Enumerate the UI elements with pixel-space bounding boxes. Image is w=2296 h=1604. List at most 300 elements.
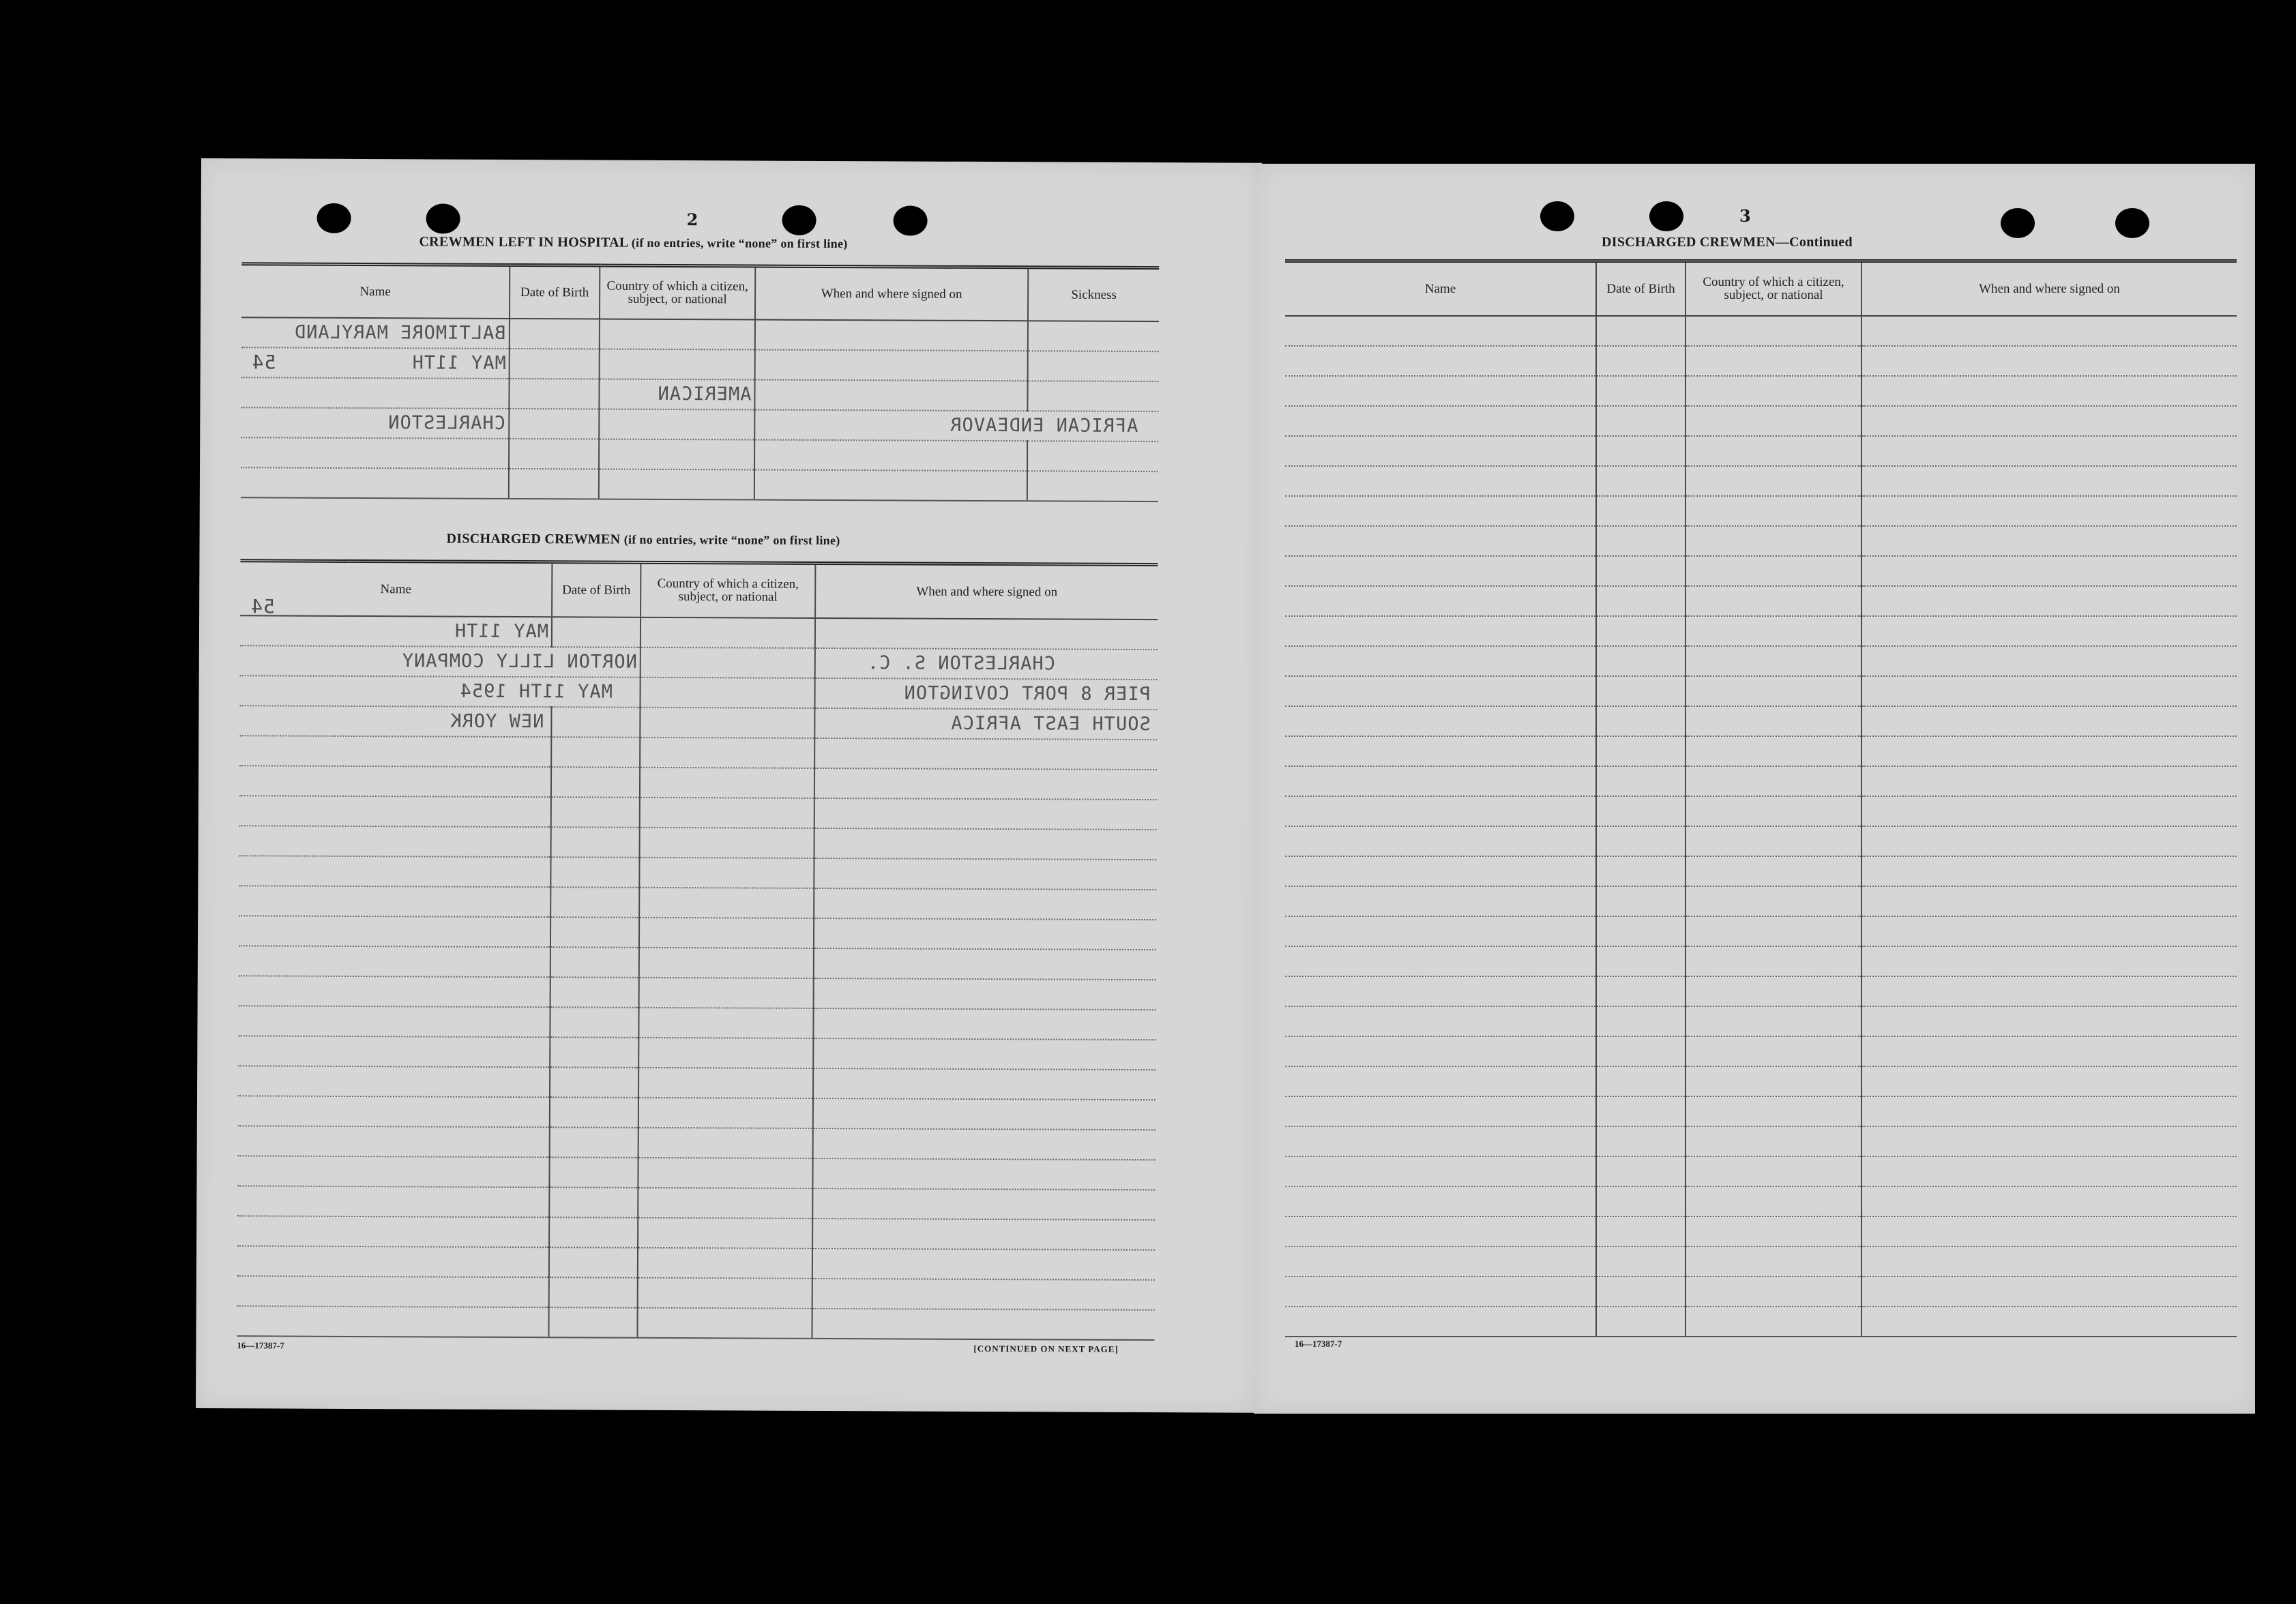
country-cell <box>1686 886 1861 916</box>
table-row <box>237 1306 1154 1340</box>
sickness-cell <box>1028 321 1159 351</box>
discharged-continued-table <box>1285 259 2237 1337</box>
signed-on-cell <box>1861 946 2237 976</box>
name-cell <box>239 735 551 767</box>
country-cell <box>639 977 814 1008</box>
table-row <box>1285 796 2237 826</box>
signed-on-cell <box>754 469 1027 501</box>
dob-cell <box>1596 916 1686 946</box>
signed-on-cell <box>1861 376 2237 406</box>
table-row <box>241 347 1159 381</box>
column-header-country: Country of which a citizen, subject, or national <box>600 265 755 319</box>
dob-cell <box>550 1007 638 1038</box>
name-cell <box>237 1156 549 1187</box>
signed-on-cell <box>814 948 1156 979</box>
signed-on-cell <box>755 349 1028 381</box>
name-cell <box>1285 1096 1596 1126</box>
dob-cell <box>509 378 599 409</box>
table-row <box>237 1186 1155 1220</box>
name-cell <box>1285 1006 1596 1036</box>
table-row <box>1285 766 2237 796</box>
dob-cell <box>1596 886 1686 916</box>
table-row <box>241 317 1159 351</box>
name-cell <box>237 1306 548 1337</box>
signed-on-cell <box>1861 886 2237 916</box>
column-header-dob: Date of Birth <box>552 562 641 617</box>
table-row <box>1285 346 2237 376</box>
table-row <box>1285 1156 2237 1186</box>
country-cell <box>1686 766 1861 796</box>
country-cell <box>1686 916 1861 946</box>
country-cell <box>1686 586 1861 616</box>
country-cell <box>1686 1006 1861 1036</box>
dob-cell <box>549 1247 638 1278</box>
country-cell <box>1686 1156 1861 1186</box>
name-cell <box>1285 796 1596 826</box>
dob-cell <box>549 1157 638 1188</box>
country-cell <box>1686 706 1861 736</box>
signed-on-cell <box>812 1308 1154 1339</box>
signed-on-cell <box>814 978 1156 1009</box>
hospital-title-note: (if no entries, write “none” on first line) <box>631 235 848 251</box>
name-cell <box>1285 376 1596 406</box>
table-row <box>1285 526 2237 556</box>
table-row <box>239 856 1156 890</box>
table-row <box>1285 1036 2237 1066</box>
name-cell <box>1285 946 1596 976</box>
country-cell <box>640 767 814 798</box>
country-cell <box>638 1037 813 1068</box>
signed-on-cell <box>814 888 1156 919</box>
signed-on-cell: CHARLESTON S. C. <box>815 647 1158 679</box>
dob-cell <box>549 1277 638 1308</box>
table-row <box>1285 316 2237 346</box>
table-row <box>237 1156 1155 1190</box>
table-row <box>1285 436 2237 466</box>
table-row <box>239 976 1156 1010</box>
signed-on-cell <box>1861 526 2237 556</box>
name-cell <box>239 886 550 917</box>
name-cell <box>1285 1216 1596 1246</box>
dob-cell <box>509 438 599 469</box>
name-cell <box>237 1216 549 1247</box>
country-cell <box>1686 466 1861 496</box>
table-row <box>1285 976 2237 1006</box>
dob-cell <box>1596 946 1686 976</box>
name-cell <box>1285 826 1596 856</box>
country-cell: AMERICAN <box>599 379 754 409</box>
margin-mark: 54 <box>250 595 275 618</box>
name-cell <box>1285 1186 1596 1216</box>
country-cell <box>1686 676 1861 706</box>
table-row <box>239 826 1157 860</box>
country-cell <box>638 1187 812 1218</box>
country-cell <box>640 677 814 708</box>
table-row <box>239 735 1157 770</box>
signed-on-cell <box>1861 316 2237 346</box>
country-cell <box>1686 1096 1861 1126</box>
dob-cell <box>1596 616 1686 646</box>
signed-on-cell <box>1861 1246 2237 1277</box>
name-cell <box>1285 496 1596 526</box>
dob-cell <box>1596 766 1686 796</box>
signed-on-cell: SOUTH EAST AFRICA <box>814 708 1157 739</box>
name-cell <box>238 1036 550 1067</box>
signed-on-cell <box>1861 676 2237 706</box>
table-row <box>238 1096 1156 1130</box>
dob-cell <box>550 947 639 978</box>
table-row <box>239 916 1156 950</box>
column-header-signed-on: When and where signed on <box>1861 261 2237 316</box>
dob-cell <box>1596 346 1686 376</box>
signed-on-cell <box>1861 616 2237 646</box>
table-row <box>1285 1307 2237 1337</box>
name-cell <box>239 826 551 857</box>
signed-on-cell <box>1861 496 2237 526</box>
name-cell <box>1285 556 1596 586</box>
signed-on-cell <box>1861 856 2237 886</box>
dob-cell <box>1596 1036 1686 1066</box>
column-header-dob: Date of Birth <box>1596 261 1686 316</box>
table-row <box>239 705 1157 740</box>
name-cell <box>241 467 509 499</box>
signed-on-cell: AFRICAN ENDEAVOR <box>754 409 1158 441</box>
dob-cell <box>550 1037 638 1068</box>
signed-on-cell <box>812 1278 1155 1309</box>
signed-on-cell <box>813 1128 1156 1159</box>
table-row <box>241 407 1158 441</box>
discharged-continued-title-text: DISCHARGED CREWMEN <box>1602 235 1776 250</box>
signed-on-cell <box>812 1158 1155 1189</box>
country-cell <box>1686 1307 1861 1337</box>
country-cell <box>1686 376 1861 406</box>
signed-on-cell <box>1861 436 2237 466</box>
country-cell <box>1686 1036 1861 1066</box>
country-cell <box>1686 526 1861 556</box>
signed-on-cell <box>1861 646 2237 676</box>
dob-cell <box>551 767 640 798</box>
table-row <box>1285 1126 2237 1156</box>
dob-cell <box>510 348 600 379</box>
signed-on-cell <box>813 1008 1156 1039</box>
country-cell <box>600 319 755 349</box>
column-header-signed-on: When and where signed on <box>755 266 1028 321</box>
country-cell <box>1686 316 1861 346</box>
dob-cell <box>1596 1126 1686 1156</box>
table-row <box>1285 556 2237 586</box>
country-cell <box>640 737 814 768</box>
table-row <box>1285 646 2237 676</box>
dob-cell <box>1596 976 1686 1006</box>
country-cell <box>638 1097 813 1128</box>
dob-cell <box>1596 496 1686 526</box>
name-cell <box>237 1186 549 1217</box>
table-row <box>241 437 1158 471</box>
signed-on-cell <box>1861 1307 2237 1337</box>
country-cell <box>640 707 814 738</box>
dob-cell <box>1596 676 1686 706</box>
column-header-country: Country of which a citizen, subject, or national <box>1686 261 1861 316</box>
table-row <box>1285 856 2237 886</box>
signed-on-cell <box>1861 346 2237 376</box>
column-header-name: Name <box>1285 261 1596 316</box>
signed-on-cell <box>812 1188 1155 1219</box>
country-cell <box>638 1127 813 1158</box>
dob-cell <box>549 1187 638 1218</box>
signed-on-cell <box>1861 796 2237 826</box>
country-cell <box>599 409 754 439</box>
dob-cell <box>1596 736 1686 766</box>
name-cell <box>1285 436 1596 466</box>
signed-on-cell <box>754 379 1027 411</box>
country-cell <box>638 1157 812 1188</box>
form-code: 16—17387-7 <box>237 1340 284 1351</box>
discharged-section-title <box>447 531 840 549</box>
country-cell <box>1686 1277 1861 1307</box>
punch-hole <box>2115 208 2149 238</box>
country-cell <box>1686 436 1861 466</box>
table-row <box>238 1036 1156 1070</box>
table-row <box>1285 826 2237 856</box>
signed-on-cell <box>1861 466 2237 496</box>
name-cell <box>1285 766 1596 796</box>
table-row <box>239 765 1157 800</box>
table-row <box>241 467 1158 501</box>
name-cell <box>239 796 551 827</box>
name-cell <box>239 765 551 797</box>
signed-on-cell <box>1861 736 2237 766</box>
hospital-section-title <box>419 234 847 252</box>
name-cell <box>238 1126 550 1157</box>
dob-cell <box>509 408 599 439</box>
country-cell <box>638 1247 812 1278</box>
dob-cell <box>1596 1246 1686 1277</box>
name-cell <box>238 1066 550 1097</box>
column-header-country: Country of which a citizen, subject, or national <box>641 562 815 617</box>
table-row <box>238 1006 1156 1040</box>
country-cell <box>638 1277 812 1308</box>
country-cell <box>1686 1216 1861 1246</box>
name-cell <box>1285 886 1596 916</box>
country-cell <box>640 797 814 828</box>
country-cell <box>639 857 814 888</box>
sickness-cell <box>1027 471 1158 501</box>
table-row <box>240 675 1158 710</box>
dob-cell <box>551 737 640 768</box>
country-cell <box>599 439 754 469</box>
table-row <box>238 1126 1156 1160</box>
table-row <box>1285 916 2237 946</box>
country-cell <box>1686 616 1861 646</box>
discharged-title-text: DISCHARGED CREWMEN <box>446 531 621 547</box>
hospital-title-text: CREWMEN LEFT IN HOSPITAL <box>419 234 628 250</box>
discharged-table <box>237 559 1158 1340</box>
name-cell <box>1285 346 1596 376</box>
dob-cell <box>550 857 639 888</box>
table-row <box>239 796 1157 830</box>
country-cell <box>1686 406 1861 436</box>
table-row <box>240 645 1158 680</box>
signed-on-cell <box>1861 1066 2237 1096</box>
country-cell <box>1686 1066 1861 1096</box>
name-cell <box>239 946 550 977</box>
name-cell <box>1285 646 1596 676</box>
table-row <box>1285 886 2237 916</box>
country-cell <box>638 1217 812 1248</box>
signed-on-cell <box>814 858 1156 889</box>
dob-cell <box>551 797 640 828</box>
hospital-table <box>241 262 1159 501</box>
name-cell <box>1285 616 1596 646</box>
dob-cell <box>1596 376 1686 406</box>
name-cell: BALTIMORE MARYLAND <box>241 317 510 349</box>
table-row <box>241 377 1158 411</box>
signed-on-cell <box>755 319 1028 351</box>
country-cell <box>639 887 814 918</box>
signed-on-cell <box>812 1218 1155 1249</box>
dob-cell <box>1596 526 1686 556</box>
name-cell <box>1285 1036 1596 1066</box>
name-cell: MAY 11TH <box>241 347 510 379</box>
name-cell <box>1285 706 1596 736</box>
name-cell: MAY 11TH <box>240 615 552 647</box>
dob-cell <box>550 1067 638 1098</box>
signed-on-cell <box>1861 1126 2237 1156</box>
dob-cell <box>1596 706 1686 736</box>
table-row <box>1285 706 2237 736</box>
table-row <box>237 1216 1155 1250</box>
country-cell <box>640 827 814 858</box>
signed-on-cell <box>813 1098 1156 1129</box>
signed-on-cell: PIER 8 PORT COVINGTON <box>814 677 1157 709</box>
signed-on-cell <box>754 439 1027 471</box>
name-cell <box>1285 916 1596 946</box>
table-row <box>1285 376 2237 406</box>
name-cell <box>1285 466 1596 496</box>
name-cell: MAY 11TH 1954 <box>240 675 641 708</box>
column-header-signed-on: When and where signed on <box>815 563 1158 619</box>
dob-cell <box>550 917 639 948</box>
country-cell <box>639 917 814 948</box>
table-row <box>238 1066 1156 1100</box>
signed-on-cell <box>1861 406 2237 436</box>
dob-cell <box>1596 646 1686 676</box>
signed-on-cell <box>814 828 1157 859</box>
dob-cell <box>550 1097 638 1128</box>
country-cell <box>1686 346 1861 376</box>
signed-on-cell <box>1861 826 2237 856</box>
name-cell <box>239 856 550 887</box>
country-cell <box>600 349 755 379</box>
dob-cell <box>1596 1066 1686 1096</box>
signed-on-cell <box>1861 916 2237 946</box>
margin-mark: 54 <box>251 351 276 374</box>
dob-cell <box>550 977 639 1008</box>
name-cell <box>239 916 550 947</box>
country-cell <box>1686 736 1861 766</box>
table-row <box>1285 1277 2237 1307</box>
dob-cell <box>551 707 640 738</box>
name-cell <box>1285 1126 1596 1156</box>
country-cell <box>599 469 754 499</box>
country-cell <box>1686 856 1861 886</box>
name-cell: CHARLESTON <box>241 407 509 439</box>
name-cell <box>238 1096 550 1127</box>
country-cell <box>638 1007 813 1038</box>
signed-on-cell <box>813 1068 1156 1099</box>
column-header-dob: Date of Birth <box>510 265 600 319</box>
dob-cell <box>1596 466 1686 496</box>
dob-cell <box>551 827 640 858</box>
dob-cell <box>1596 826 1686 856</box>
name-cell <box>1285 316 1596 346</box>
table-row <box>239 946 1156 980</box>
name-cell <box>1285 976 1596 1006</box>
dob-cell <box>1596 556 1686 586</box>
page-number: 3 <box>1739 206 1751 226</box>
name-cell <box>1285 1277 1596 1307</box>
dob-cell <box>1596 406 1686 436</box>
dob-cell <box>550 1127 638 1158</box>
dob-cell <box>548 1307 637 1338</box>
signed-on-cell <box>1861 766 2237 796</box>
dob-cell <box>1596 1277 1686 1307</box>
punch-hole <box>1540 201 1574 231</box>
dob-cell <box>1596 1186 1686 1216</box>
punch-hole <box>1649 201 1683 231</box>
name-cell <box>1285 1156 1596 1186</box>
discharged-continued-suffix: —Continued <box>1775 235 1853 250</box>
name-cell <box>1285 1066 1596 1096</box>
country-cell <box>1686 1186 1861 1216</box>
signed-on-cell <box>1861 586 2237 616</box>
punch-hole <box>2001 208 2035 238</box>
table-row <box>1285 406 2237 436</box>
name-cell <box>237 1276 549 1307</box>
name-cell <box>1285 526 1596 556</box>
signed-on-cell <box>1861 1036 2237 1066</box>
signed-on-cell <box>815 617 1158 649</box>
signed-on-cell <box>1861 1156 2237 1186</box>
name-cell <box>241 377 509 409</box>
sickness-cell <box>1027 441 1158 471</box>
table-row <box>237 1276 1155 1310</box>
country-cell <box>641 647 815 677</box>
signed-on-cell <box>814 798 1157 829</box>
punch-hole <box>894 205 928 235</box>
table-row <box>240 615 1158 650</box>
country-cell <box>1686 1246 1861 1277</box>
country-cell <box>639 947 814 978</box>
continued-note: [CONTINUED ON NEXT PAGE] <box>973 1343 1119 1354</box>
table-row <box>1285 586 2237 616</box>
name-cell <box>1285 1246 1596 1277</box>
country-cell <box>1686 826 1861 856</box>
dob-cell <box>1596 1307 1686 1337</box>
dob-cell <box>509 468 599 499</box>
page-number: 2 <box>686 209 698 230</box>
name-cell <box>1285 736 1596 766</box>
table-row <box>1285 496 2237 526</box>
signed-on-cell <box>814 738 1157 769</box>
dob-cell <box>550 887 639 918</box>
name-cell <box>1285 856 1596 886</box>
dob-cell <box>510 318 600 349</box>
country-cell <box>1686 946 1861 976</box>
column-header-name: Name <box>240 561 552 617</box>
table-row <box>1285 1096 2237 1126</box>
signed-on-cell <box>1861 556 2237 586</box>
